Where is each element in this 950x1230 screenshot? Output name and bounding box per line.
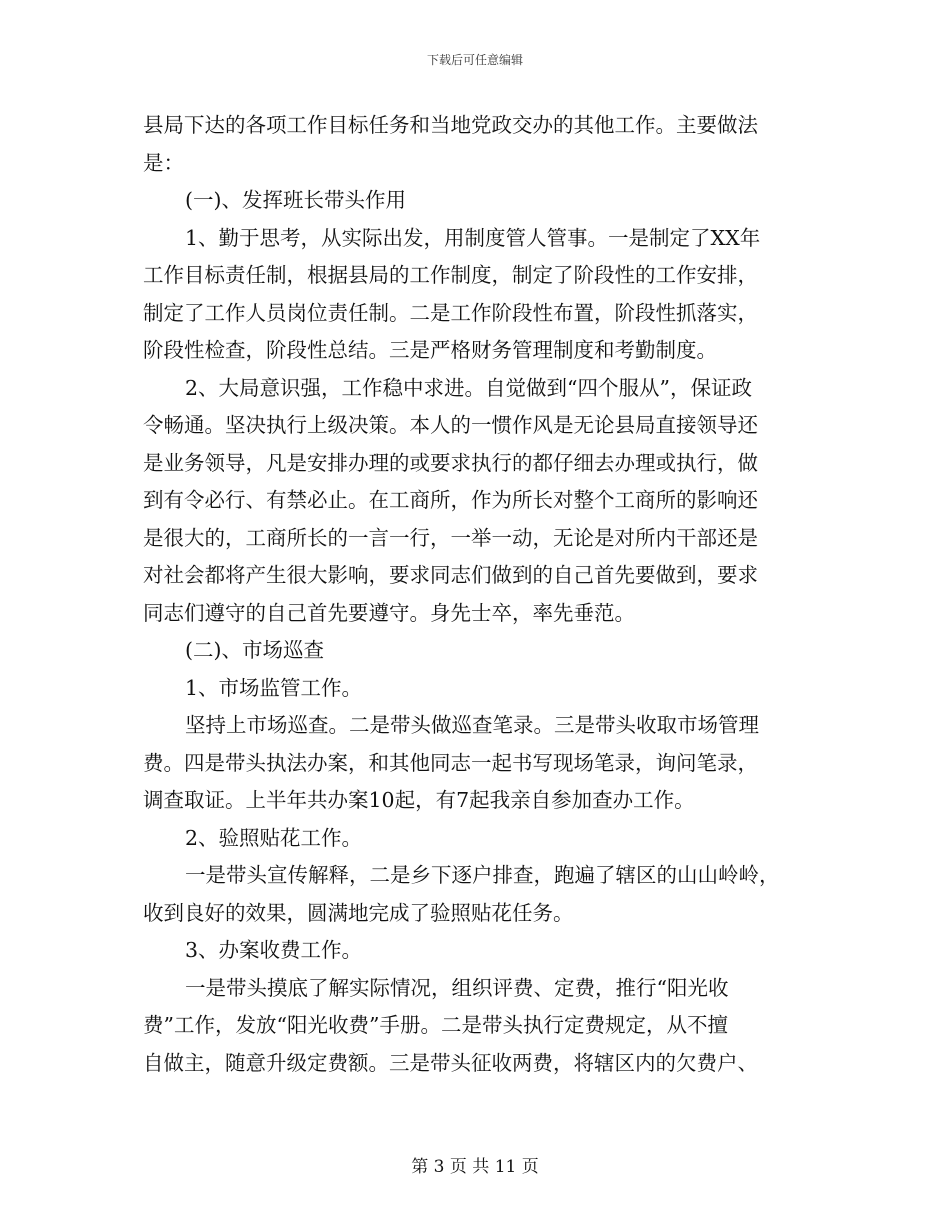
text-line: 自做主，随意升级定费额。三是带头征收两费，将辖区内的欠费户、 (143, 1050, 758, 1075)
text-line: 1、市场监管工作。 (185, 675, 363, 700)
text-line: 费。四是带头执法办案，和其他同志一起书写现场笔录，询问笔录， (143, 750, 758, 775)
text-line: 同志们遵守的自己首先要遵守。身先士卒，率先垂范。 (143, 600, 635, 625)
text-line: 工作目标责任制，根据县局的工作制度，制定了阶段性的工作安排， (143, 263, 758, 287)
page-number-footer: 第 3 页 共 11 页 (411, 1157, 539, 1177)
text-line: 2、大局意识强，工作稳中求进。自觉做到“四个服从”，保证政 (185, 375, 753, 400)
text-line: 1、勤于思考，从实际出发，用制度管人管事。一是制定了XX年 (185, 225, 761, 250)
text-line: 3、办案收费工作。 (185, 938, 363, 962)
text-line: 收到良好的效果，圆满地完成了验照贴花任务。 (143, 900, 574, 925)
text-line: 县局下达的各项工作目标任务和当地党政交办的其他工作。主要做法 (143, 113, 758, 137)
text-line: 2、验照贴花工作。 (185, 825, 363, 850)
text-line: 令畅通。坚决执行上级决策。本人的一惯作风是无论县局直接领导还 (143, 413, 758, 437)
text-line: (一)、发挥班长带头作用 (185, 188, 406, 212)
text-line: 制定了工作人员岗位责任制。二是工作阶段性布置，阶段性抓落实， (143, 300, 758, 325)
text-line: (二)、市场巡查 (185, 638, 324, 662)
document-body (143, 107, 807, 1082)
text-line: 坚持上市场巡查。二是带头做巡查笔录。三是带头收取市场管理 (185, 713, 759, 737)
text-line: 到有令必行、有禁必止。在工商所，作为所长对整个工商所的影响还 (143, 488, 758, 512)
text-line: 是很大的，工商所长的一言一行，一举一动，无论是对所内干部还是 (143, 525, 758, 550)
text-line: 是业务领导，凡是安排办理的或要求执行的都仔细去办理或执行，做 (143, 450, 758, 475)
text-line: 阶段性检查，阶段性总结。三是严格财务管理制度和考勤制度。 (143, 338, 717, 362)
text-line: 对社会都将产生很大影响，要求同志们做到的自己首先要做到，要求 (143, 563, 758, 587)
text-line: 调查取证。上半年共办案10起，有7起我亲自参加查办工作。 (143, 788, 695, 812)
text-line: 一是带头摸底了解实际情况，组织评费、定费，推行“阳光收 (185, 975, 729, 1000)
text-line: 是： (143, 150, 184, 175)
text-line: 费”工作，发放“阳光收费”手册。二是带头执行定费规定，从不擅 (143, 1013, 728, 1037)
page-header: 下载后可任意编辑 (426, 53, 523, 67)
text-line: 一是带头宣传解释，二是乡下逐户排查，跑遍了辖区的山山岭岭， (185, 863, 780, 887)
